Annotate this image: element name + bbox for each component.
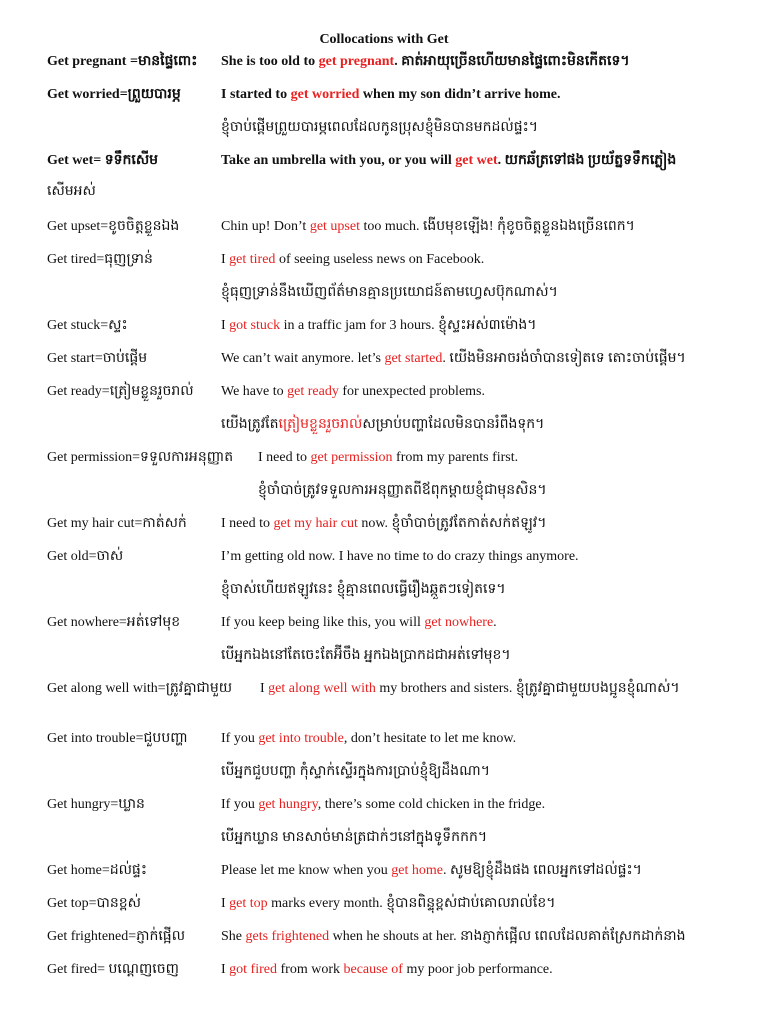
text-segment: ខ្ញុំធុញទ្រាន់នឹងឃើញព័ត៌មានគ្មានប្រយោជន៍តាមហ្វេសប៊ុកណាស់។ (221, 285, 558, 300)
khmer-translation (221, 284, 558, 302)
collocation-term: Get home=ដល់ផ្ទះ (47, 863, 147, 878)
example-sentence (221, 515, 546, 533)
collocation-term: Get upset=ខូចចិត្តខ្លួនឯង (47, 219, 180, 234)
collocation-term: Get old=ចាស់ (47, 549, 124, 564)
highlighted-phrase: get top (229, 896, 268, 911)
text-segment: I (221, 252, 230, 267)
text-segment: We can’t wait anymore. let’s (221, 351, 385, 366)
text-segment: បើអ្នកឯងនៅតែចេះតែអ៊ីចឹង អ្នកឯងប្រាកដជាអត់ទៅមុខ។ (221, 648, 511, 663)
highlighted-phrase: gets frightened (245, 929, 330, 944)
text-segment: If you (221, 797, 259, 812)
highlighted-phrase: get started (384, 351, 443, 366)
collocation-term: Get stuck=ស្ទះ (47, 318, 128, 333)
text-segment: She is too old to (221, 54, 319, 69)
example-sentence (221, 548, 579, 566)
collocation-term: Get worried=ព្រួយបារម្ភ (47, 87, 181, 102)
text-segment: from my parents first. (392, 450, 519, 465)
collocation-term: Get pregnant =មានផ្ទៃពោះ (47, 54, 198, 69)
collocation-term: Get permission=ទទួលការអនុញ្ញាត (47, 450, 234, 465)
text-segment: បើអ្នកឃ្លាន មានសាច់មាន់ត្រជាក់ៗនៅក្នុងទូទឹកកក។ (221, 830, 488, 845)
text-segment: I (260, 681, 269, 696)
highlighted-phrase: get along well with (268, 681, 376, 696)
example-sentence (258, 449, 518, 467)
text-segment: យើងត្រូវតែ (221, 417, 279, 432)
highlighted-phrase: get into trouble (258, 731, 344, 746)
text-segment: my brothers and sisters. ខ្ញុំត្រូវគ្នាជាមួយបងប្អូនខ្ញុំណាស់។ (375, 681, 680, 696)
khmer-translation (258, 482, 547, 500)
text-segment: ខ្ញុំចាប់ផ្តើមព្រួយបារម្ភពេលដែលកូនប្រុសខ្ញុំមិនបានមកដល់ផ្ទះ។ (221, 120, 538, 135)
collocation-term: Get into trouble=ជួបបញ្ហា (47, 731, 188, 746)
example-sentence (221, 895, 555, 913)
collocation-term: Get nowhere=អត់ទៅមុខ (47, 615, 181, 630)
example-sentence (221, 383, 485, 401)
text-segment: . (493, 615, 497, 630)
khmer-translation (221, 119, 538, 137)
khmer-translation (221, 829, 487, 847)
text-segment: I (221, 962, 230, 977)
text-segment: I (221, 896, 230, 911)
example-sentence (221, 53, 630, 71)
collocation-term: Get along well with=ត្រូវគ្នាជាមួយ (47, 681, 233, 696)
collocation-term: Get tired=ធុញទ្រាន់ (47, 252, 153, 267)
highlighted-phrase: get tired (229, 252, 276, 267)
khmer-translation (221, 581, 506, 599)
collocation-term: Get fired= បណ្តេញចេញ (47, 962, 179, 977)
example-sentence (221, 152, 676, 170)
highlighted-phrase: get my hair cut (273, 516, 358, 531)
highlighted-phrase: get hungry (258, 797, 318, 812)
text-segment: If you (221, 731, 259, 746)
highlighted-phrase: get permission (310, 450, 393, 465)
text-segment: . យកឆ័ត្រទៅផង ប្រយ័ត្នទទឹកភ្លៀង (497, 153, 677, 168)
example-sentence (221, 928, 686, 946)
khmer-translation (221, 763, 490, 781)
text-segment: for unexpected problems. (338, 384, 486, 399)
highlighted-phrase: get wet (455, 153, 498, 168)
example-sentence (221, 614, 497, 632)
example-sentence (221, 86, 560, 104)
collocation-term: Get frightened=ភ្ញាក់ផ្អើល (47, 929, 186, 944)
example-sentence (221, 796, 545, 814)
text-segment: . យើងមិនអាចរង់ចាំបានទៀតទេ តោះចាប់ផ្តើម។ (442, 351, 686, 366)
text-segment: , don’t hesitate to let me know. (343, 731, 517, 746)
collocation-term: Get hungry=ឃ្លាន (47, 797, 145, 812)
text-segment: Chin up! Don’t (221, 219, 310, 234)
khmer-translation (221, 647, 511, 665)
text-segment: when my son didn’t arrive home. (359, 87, 561, 102)
continued-translation: សើមអស់ (47, 184, 96, 199)
example-sentence (221, 251, 484, 269)
collocation-term: Get my hair cut=កាត់សក់ (47, 516, 187, 531)
text-segment: marks every month. ខ្ញុំបានពិន្ទុខ្ពស់ជាប់គោលរាល់ខែ។ (267, 896, 556, 911)
khmer-translation (221, 416, 544, 434)
text-segment: If you keep being like this, you will (221, 615, 425, 630)
text-segment: Take an umbrella with you, or you will (221, 153, 456, 168)
text-segment: , there’s some cold chicken in the fridge. (317, 797, 546, 812)
example-sentence (221, 961, 553, 979)
text-segment: She (221, 929, 246, 944)
highlighted-phrase: get home (391, 863, 444, 878)
page-title: Collocations with Get (319, 32, 449, 47)
text-segment: I started to (221, 87, 291, 102)
text-segment: . សូមឱ្យខ្ញុំដឹងផង ពេលអ្នកទៅដល់ផ្ទះ។ (443, 863, 642, 878)
collocation-term: Get ready=ត្រៀមខ្លួនរួចរាល់ (47, 384, 194, 399)
text-segment: សម្រាប់បញ្ហាដែលមិនបានរំពឹងទុក។ (362, 417, 545, 432)
text-segment: in a traffic jam for 3 hours. ខ្ញុំស្ទះអស់៣ម៉ោង។ (280, 318, 537, 333)
highlighted-phrase: got stuck (229, 318, 281, 333)
highlighted-phrase: ត្រៀមខ្លួនរួចរាល់ (278, 417, 363, 432)
example-sentence (260, 680, 680, 698)
text-segment: from work (277, 962, 344, 977)
text-segment: . គាត់អាយុច្រើនហើយមានផ្ទៃពោះមិនកើតទេ។ (394, 54, 630, 69)
text-segment: បើអ្នកជួបបញ្ហា កុំស្ទាក់ស្ទើរក្នុងការប្រាប់ខ្ញុំឱ្យដឹងណា។ (221, 764, 490, 779)
highlighted-phrase: get worried (290, 87, 360, 102)
text-segment: I need to (221, 516, 274, 531)
text-segment: I (221, 318, 230, 333)
example-sentence (221, 862, 642, 880)
highlighted-phrase: get ready (287, 384, 339, 399)
text-segment: ខ្ញុំចាស់ហើយឥឡូវនេះ ខ្ញុំគ្មានពេលធ្វើរឿងឆ្កួតៗទៀតទេ។ (221, 582, 506, 597)
text-segment: We have to (221, 384, 288, 399)
example-sentence (221, 317, 537, 335)
example-sentence (221, 350, 686, 368)
example-sentence (221, 730, 516, 748)
highlighted-phrase: get upset (309, 219, 360, 234)
text-segment: my poor job performance. (402, 962, 553, 977)
text-segment: when he shouts at her. នាងភ្ញាក់ផ្អើល ពេលដែលគាត់ស្រែកដាក់នាង (329, 929, 686, 944)
highlighted-phrase: because of (343, 962, 403, 977)
collocation-term: Get top=បានខ្ពស់ (47, 896, 141, 911)
text-segment: I’m getting old now. I have no time to do crazy things anymore. (221, 549, 579, 564)
text-segment: I need to (258, 450, 311, 465)
highlighted-phrase: got fired (229, 962, 277, 977)
text-segment: too much. ងើបមុខឡើង! កុំខូចចិត្តខ្លួនឯងច្រើនពេក។ (359, 219, 635, 234)
highlighted-phrase: get pregnant (318, 54, 395, 69)
collocation-term: Get wet= ទទឹកសើម (47, 153, 159, 168)
collocation-term: Get start=ចាប់ផ្តើម (47, 351, 148, 366)
text-segment: Please let me know when you (221, 863, 392, 878)
example-sentence (221, 218, 635, 236)
text-segment: of seeing useless news on Facebook. (275, 252, 485, 267)
text-segment: ខ្ញុំចាំបាច់ត្រូវទទួលការអនុញ្ញាតពីឪពុកម្តាយខ្ញុំជាមុនសិន។ (258, 483, 547, 498)
highlighted-phrase: get nowhere (424, 615, 494, 630)
text-segment: now. ខ្ញុំចាំបាច់ត្រូវតែកាត់សក់ឥឡូវ។ (357, 516, 547, 531)
